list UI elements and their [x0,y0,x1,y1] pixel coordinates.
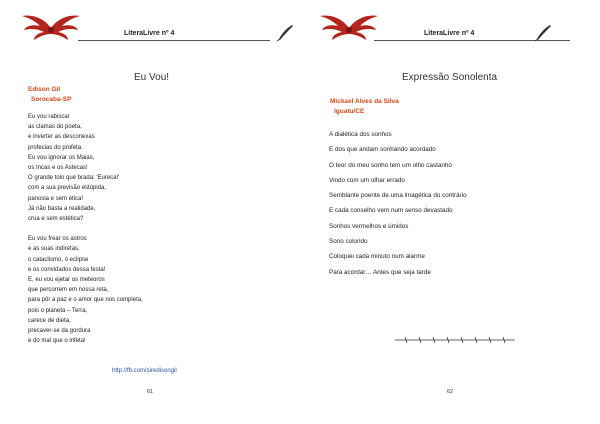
quill-pen-icon [276,24,294,42]
poem-line: Coloquei cada minuto num alarme [329,253,425,261]
poem-line: e os convidados dessa festa! [28,266,106,273]
poem-line: carece de dieta, [28,317,71,324]
author-link[interactable]: http://fb.com/siredisongil [112,368,177,374]
header-title: LiteraLivre nº 4 [424,30,475,37]
poem-line: precaver-se da gordura [28,327,91,334]
right-page [300,0,600,424]
poem-line: panosia e sem ética! [28,195,84,202]
poem-line: Já não basta a realidade, [28,205,96,212]
poem-body [329,127,467,280]
poem-line: Eu vou ignorar os Maias, [28,154,95,161]
poem-line: E, eu vou ejetar os meteoros [28,277,105,283]
header-rule [78,40,270,41]
stanza-break [28,224,143,234]
page-number: 61 [147,389,154,395]
poem-title: Expressão Sonolenta [402,72,498,83]
poem-line: com a sua previsão estúpida, [28,185,107,192]
poem-title: Eu Vou! [134,72,170,83]
poem-line: Eu vou rabiscar [28,114,70,120]
poem-line: O grande tolo que brada: 'Eureca!' [28,175,120,182]
poem-line: pois o planeta – Terra, [28,307,88,314]
author-city: Sorocaba-SP [31,96,72,103]
poem-body [28,112,143,346]
poem-line: e do mal que o infeta! [28,338,86,345]
author-name: Mickael Alves da Silva [330,98,399,105]
poem-line: o cataclismo, o eclipse [28,256,89,263]
poem-line: Eu vou frear os astros [28,236,87,243]
poem-line: Semblante poente de uma imagética do contrário [329,192,467,200]
poem-line: Sono colorido [329,238,368,246]
poem-line: Vindo com um olhar errado [329,176,405,184]
poem-line: crua e sem estética? [28,215,84,222]
poem-line: e as suas indiretas, [28,246,80,253]
page-number: 62 [447,389,454,395]
poem-line: e inverter as desconexas [28,134,95,141]
poem-line: Para acordar… Antes que seja tarde [329,268,431,276]
poem-line: que percorrem em nossa reta, [28,287,109,294]
poem-line: E dos que andam sonhando acordado [329,146,436,154]
poem-line: para pôr a paz e o amor que nos completa, [28,297,143,304]
poem-line: profecias do profeta. [28,144,83,151]
poem-line: E cada conselho vem num senso devastado [329,207,453,215]
poem-line: os Incas e os Astecas! [28,164,88,171]
author-name: Edison Gil [28,86,61,93]
poem-line: O teor do meu sonho tem um olho castanho [329,161,452,169]
poem-line: A dialética dos sonhos [329,131,392,138]
winged-logo-icon [20,12,82,44]
poem-line: Sonhos vermelhos e úmidos [329,222,409,230]
author-city: Iguatu/CE [334,108,365,115]
header-title: LiteraLivre nº 4 [124,30,175,37]
ornament-divider [395,336,515,344]
poem-line: as clamas do poeta, [28,124,82,131]
quill-pen-icon [534,24,552,42]
winged-logo-icon [318,12,380,44]
